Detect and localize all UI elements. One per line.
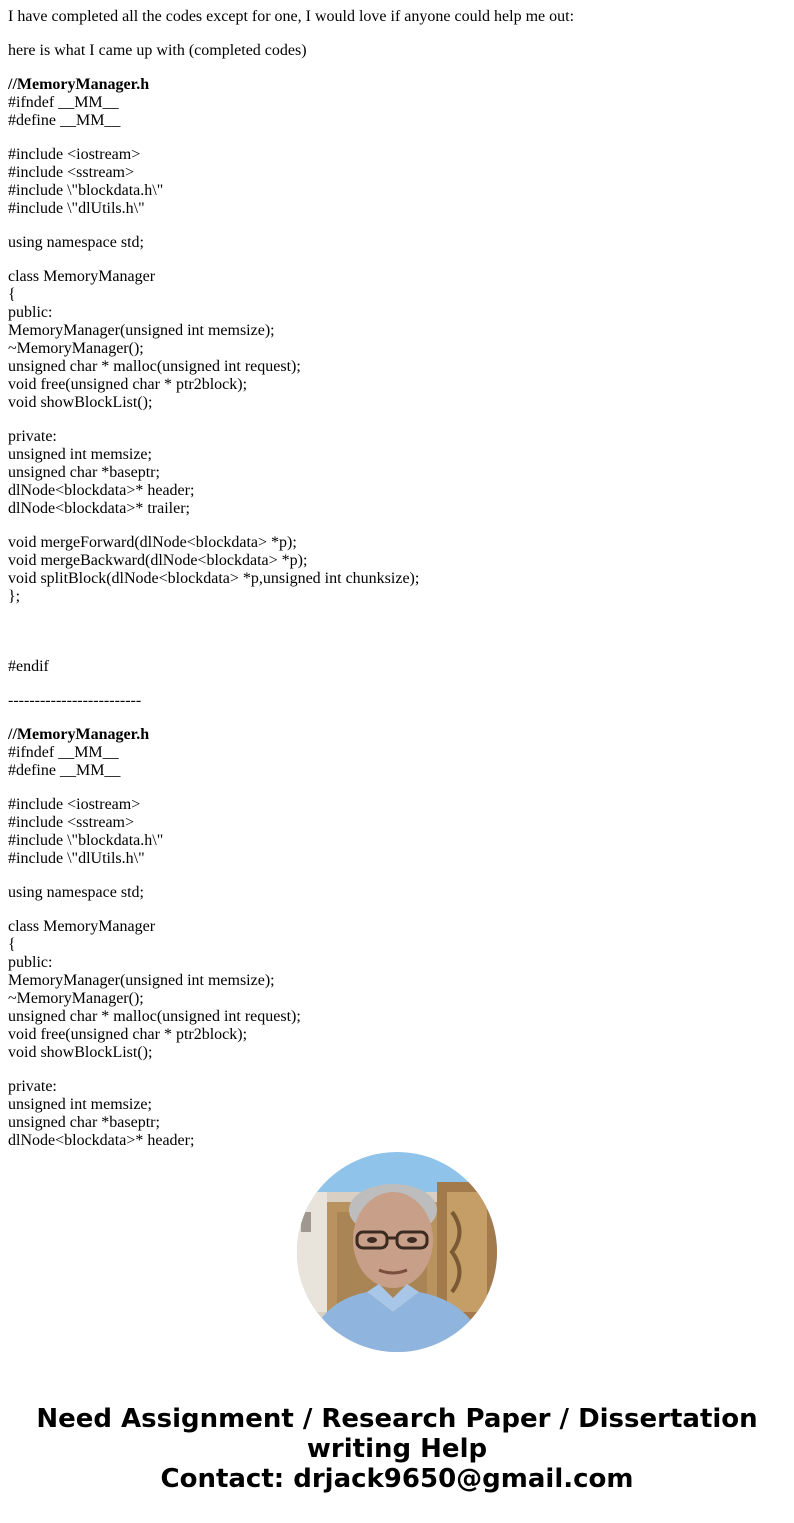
code-line: #include <iostream> <box>8 796 141 813</box>
code-line: void showBlockList(); <box>8 1044 153 1061</box>
code-line: #include <sstream> <box>8 814 135 831</box>
code-block <box>8 726 786 1166</box>
code-line: unsigned char *baseptr; <box>8 1114 160 1131</box>
paragraph-gap <box>8 218 786 234</box>
code-line: #include <sstream> <box>8 164 135 181</box>
code-listing <box>8 76 786 1166</box>
code-line: using namespace std; <box>8 234 144 251</box>
intro-text: I have completed all the codes except for one, I would love if anyone could help me out: <box>8 8 575 25</box>
code-line: class MemoryManager <box>8 918 156 935</box>
promo-line-3: Contact: drjack9650@gmail.com <box>160 1464 634 1494</box>
code-line: void mergeForward(dlNode<blockdata> *p); <box>8 534 297 551</box>
code-line: { <box>8 936 16 953</box>
paragraph-gap <box>8 780 786 796</box>
code-line: void mergeBackward(dlNode<blockdata> *p); <box>8 552 308 569</box>
code-line: unsigned int memsize; <box>8 1096 152 1113</box>
code-block <box>8 76 786 692</box>
code-line: void showBlockList(); <box>8 394 153 411</box>
code-line: void splitBlock(dlNode<blockdata> *p,unsigned int chunksize); <box>8 570 420 587</box>
paragraph-gap <box>8 902 786 918</box>
code-line: void free(unsigned char * ptr2block); <box>8 376 248 393</box>
paragraph-gap <box>8 130 786 146</box>
code-line <box>8 606 786 624</box>
code-line: #include \"blockdata.h\" <box>8 832 164 849</box>
code-line: void free(unsigned char * ptr2block); <box>8 1026 248 1043</box>
paragraph-gap <box>8 252 786 268</box>
code-line: #define __MM__ <box>8 112 121 129</box>
code-line: unsigned char * malloc(unsigned int request); <box>8 358 301 375</box>
code-line: MemoryManager(unsigned int memsize); <box>8 972 275 989</box>
code-line: #endif <box>8 658 49 675</box>
code-block-heading: //MemoryManager.h <box>8 726 150 743</box>
code-line: dlNode<blockdata>* header; <box>8 482 195 499</box>
code-line: private: <box>8 1078 57 1095</box>
code-line: dlNode<blockdata>* header; <box>8 1132 195 1149</box>
paragraph-gap <box>8 868 786 884</box>
code-line: unsigned char * malloc(unsigned int request); <box>8 1008 301 1025</box>
code-line: #include \"blockdata.h\" <box>8 182 164 199</box>
code-line: #define __MM__ <box>8 762 121 779</box>
code-line: private: <box>8 428 57 445</box>
lead-text: here is what I came up with (completed codes) <box>8 42 307 59</box>
code-line: MemoryManager(unsigned int memsize); <box>8 322 275 339</box>
code-line: ~MemoryManager(); <box>8 340 144 357</box>
code-line: { <box>8 286 16 303</box>
author-photo-icon <box>297 1152 497 1352</box>
code-line: using namespace std; <box>8 884 144 901</box>
code-line: dlNode<blockdata>* trailer; <box>8 500 190 517</box>
code-line: #ifndef __MM__ <box>8 94 119 111</box>
code-line: public: <box>8 954 53 971</box>
promo-line-1: Need Assignment / Research Paper / Dissertation <box>36 1404 758 1434</box>
code-line: #include \"dlUtils.h\" <box>8 850 145 867</box>
code-line <box>8 624 786 642</box>
code-line: #ifndef __MM__ <box>8 744 119 761</box>
paragraph-gap <box>8 676 786 692</box>
code-block-heading: //MemoryManager.h <box>8 76 150 93</box>
code-line: #include <iostream> <box>8 146 141 163</box>
promo-line-2: writing Help <box>306 1434 488 1464</box>
code-line: #include \"dlUtils.h\" <box>8 200 145 217</box>
promo-banner <box>0 1404 794 1494</box>
paragraph-gap <box>8 1062 786 1078</box>
code-line: unsigned int memsize; <box>8 446 152 463</box>
paragraph-gap <box>8 412 786 428</box>
post-body <box>8 8 786 1149</box>
code-line: class MemoryManager <box>8 268 156 285</box>
paragraph-gap <box>8 518 786 534</box>
code-line: }; <box>8 588 21 605</box>
code-line: public: <box>8 304 53 321</box>
code-line: ~MemoryManager(); <box>8 990 144 1007</box>
paragraph-gap <box>8 642 786 658</box>
separator-line: ------------------------- <box>8 692 142 709</box>
code-line: unsigned char *baseptr; <box>8 464 160 481</box>
